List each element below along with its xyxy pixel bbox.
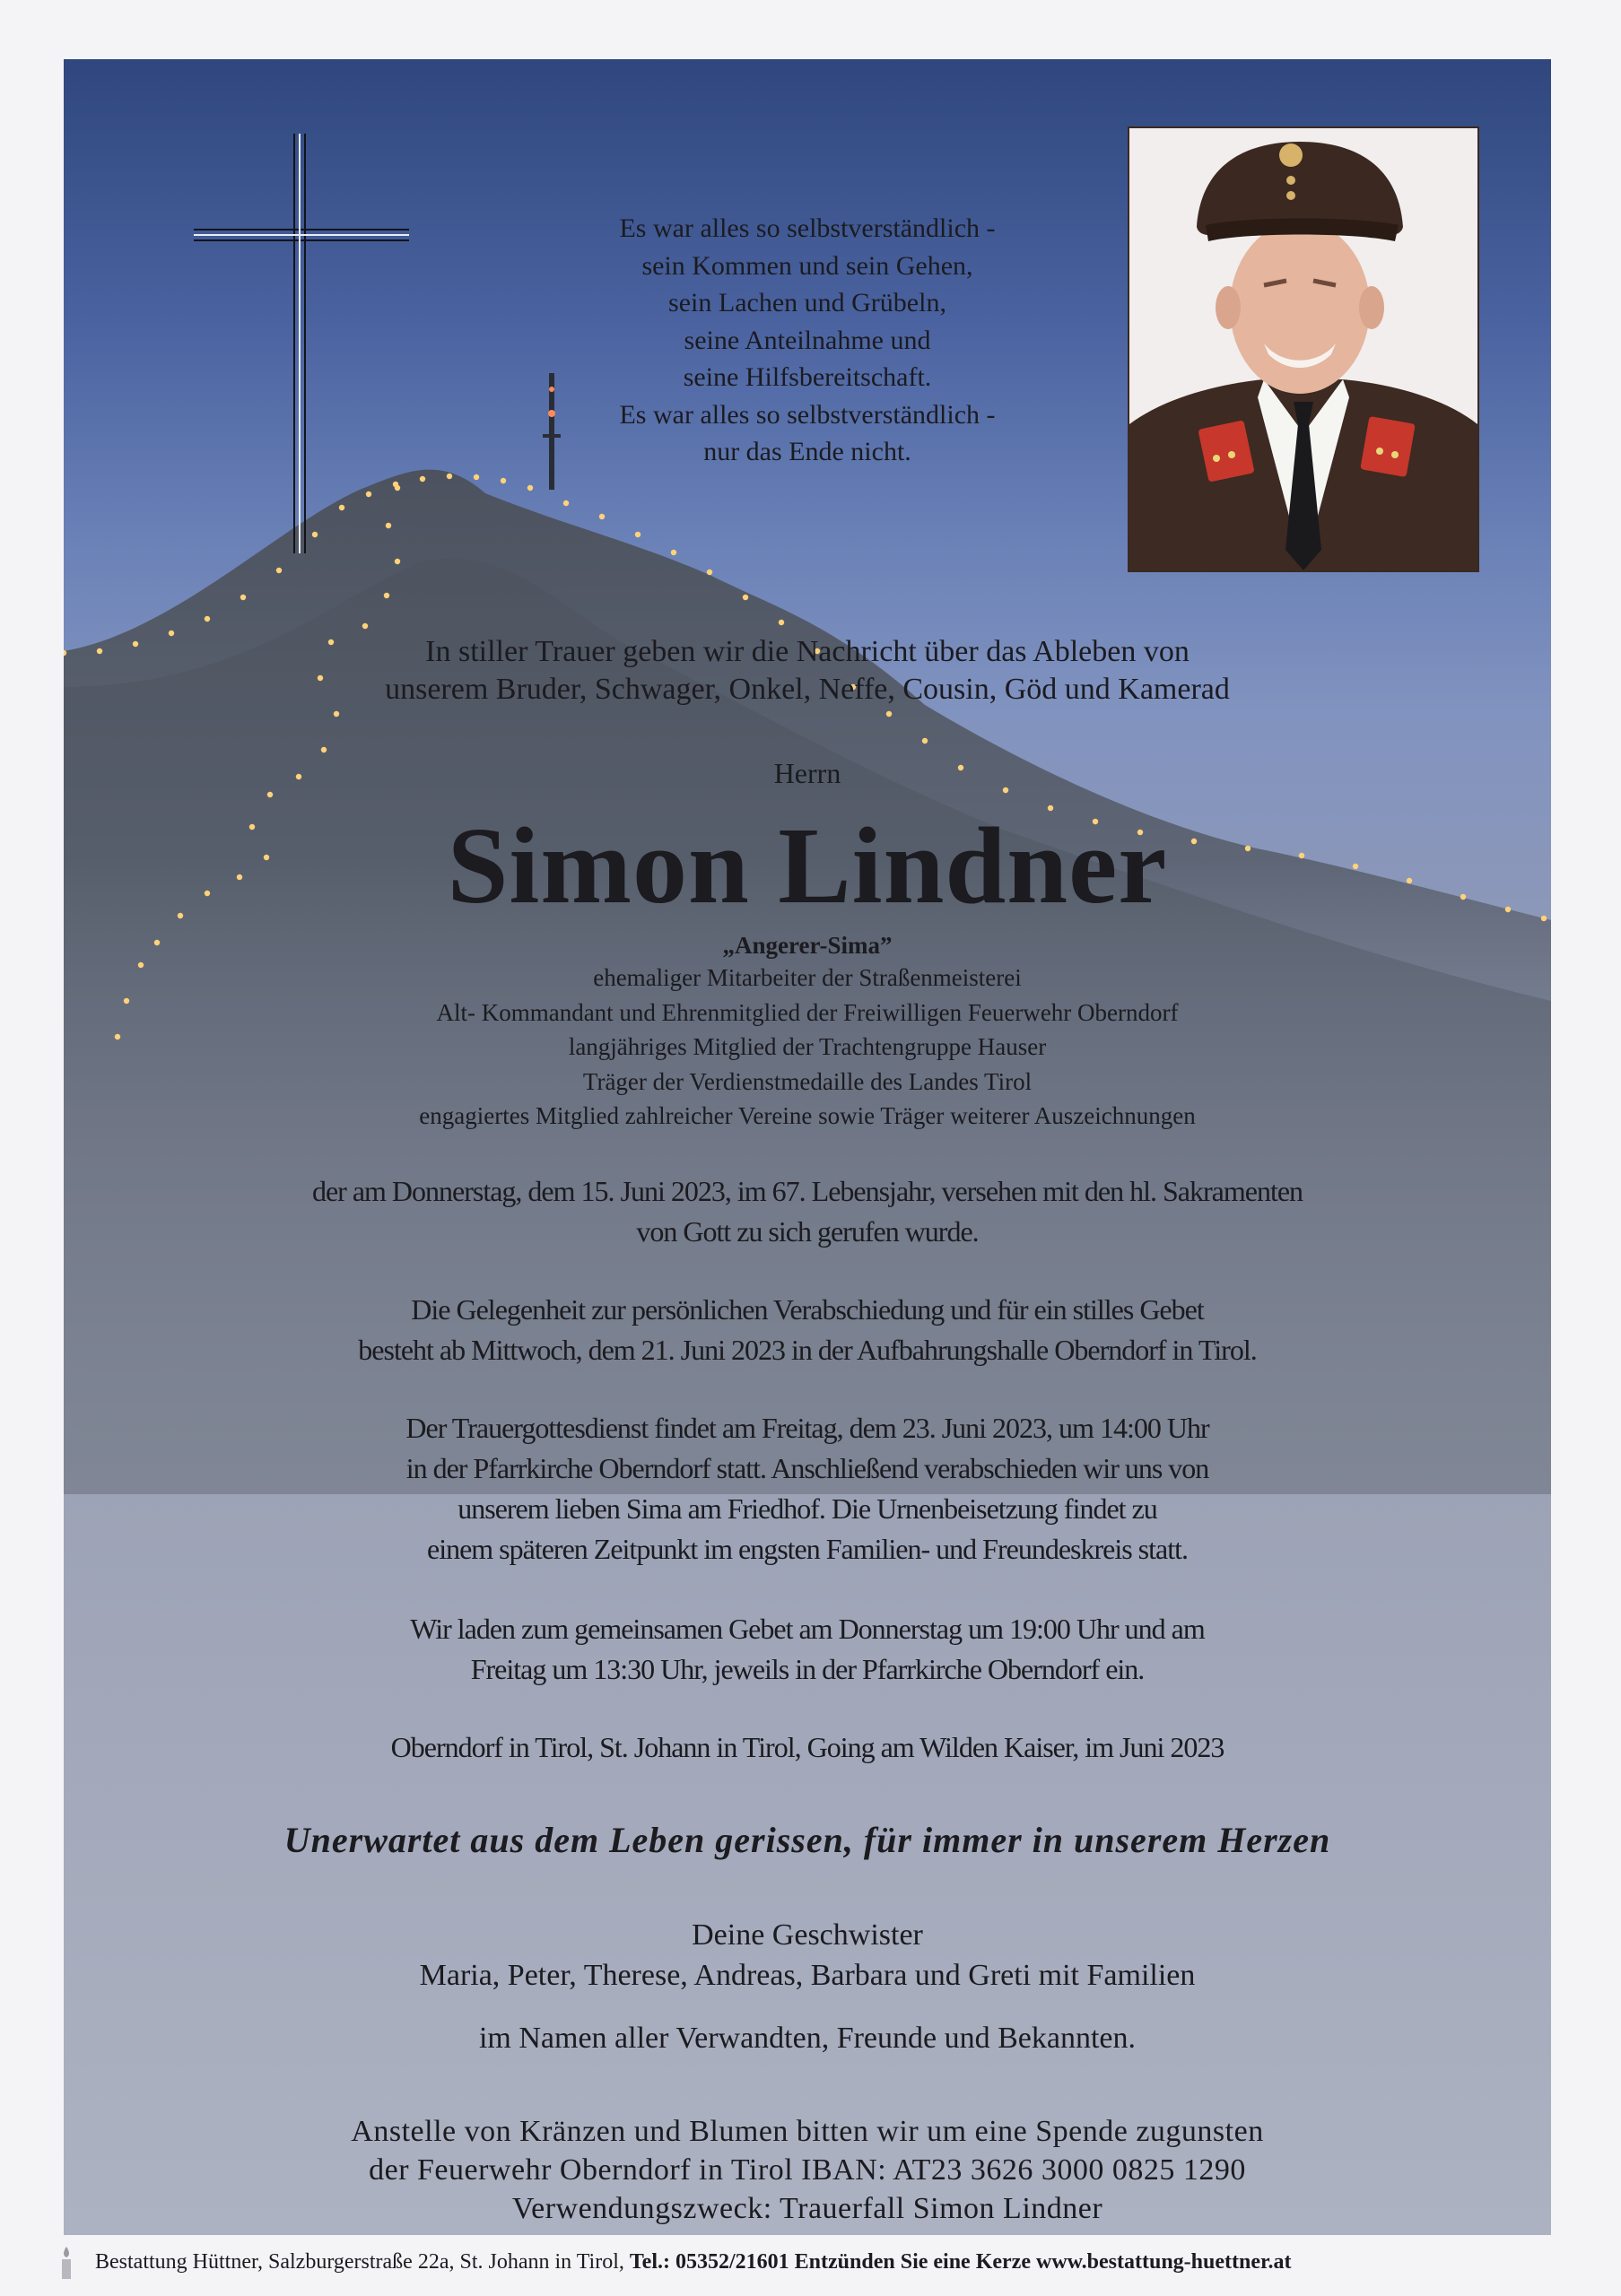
relatives-line: im Namen aller Verwandten, Freunde und Bekannten.	[478, 2022, 1137, 2055]
verse-line: Es war alles so selbstverständlich -	[619, 399, 996, 430]
torch-light	[321, 747, 327, 752]
siblings-block	[64, 1915, 1551, 1996]
footer-company: Bestattung Hüttner, Salzburgerstraße 22a, St. Johann in Tirol,	[95, 2250, 624, 2274]
torch-light	[922, 738, 928, 744]
footer-candle-link[interactable]: Entzünden Sie eine Kerze	[794, 2250, 1031, 2274]
torch-light	[886, 711, 892, 717]
candle-icon	[54, 2245, 79, 2281]
torch-light	[671, 550, 676, 555]
paragraph-line: einem späteren Zeitpunkt im engsten Familien- und Freundeskreis statt.	[426, 1533, 1188, 1565]
places-line	[64, 1727, 1551, 1768]
paragraph-line: Die Gelegenheit zur persönlichen Verabschiedung und für ein stilles Gebet	[411, 1293, 1204, 1326]
paragraph-line: Oberndorf in Tirol, St. Johann in Tirol, Going am Wilden Kaiser, im Juni 2023	[390, 1731, 1224, 1763]
death-paragraph	[64, 1171, 1551, 1252]
torch-light	[707, 570, 712, 575]
paragraph-line: Der Trauergottesdienst findet am Freitag, dem 23. Juni 2023, um 14:00 Uhr	[405, 1412, 1209, 1444]
footer-phone[interactable]: Tel.: 05352/21601	[629, 2250, 789, 2274]
roles-list	[64, 961, 1551, 1134]
verse-line: sein Kommen und sein Gehen,	[641, 250, 973, 281]
torch-light	[635, 532, 641, 537]
donation-iban: der Feuerwehr Oberndorf in Tirol IBAN: AT23 3626 3000 0825 1290	[369, 2153, 1246, 2187]
paragraph-line: in der Pfarrkirche Oberndorf statt. Anschließend verabschieden wir uns von	[405, 1452, 1209, 1484]
verse-line: seine Anteilnahme und	[684, 325, 931, 355]
torch-light	[205, 616, 210, 622]
verse-line: sein Lachen und Grübeln,	[668, 288, 946, 317]
torch-light	[267, 792, 273, 797]
donation-line: Anstelle von Kränzen und Blumen bitten wir um eine Spende zugunsten	[351, 2115, 1264, 2148]
announcement-line: In stiller Trauer geben wir die Nachricht über das Ableben von	[425, 635, 1190, 668]
torch-light	[447, 474, 452, 479]
announcement-line: unserem Bruder, Schwager, Onkel, Neffe, Cousin, Göd und Kamerad	[385, 673, 1230, 706]
service-paragraph	[64, 1408, 1551, 1570]
salutation: Herrn	[773, 757, 841, 789]
role-item: Alt- Kommandant und Ehrenmitglied der Freiwilligen Feuerwehr Oberndorf	[436, 998, 1179, 1026]
torch-light	[276, 568, 282, 573]
role-item: engagiertes Mitglied zahlreicher Vereine sowie Träger weiterer Auszeichnungen	[419, 1102, 1196, 1129]
verse-line: seine Hilfsbereitschaft.	[683, 362, 932, 392]
torch-light	[501, 478, 506, 483]
torch-light	[395, 559, 400, 564]
memorial-verse	[64, 210, 1551, 471]
donation-reference: Verwendungszweck: Trauerfall Simon Lindner	[511, 2192, 1103, 2225]
donation-request	[64, 2112, 1551, 2228]
footer-website-link[interactable]: www.bestattung-huettner.at	[1035, 2250, 1292, 2274]
paragraph-line: von Gott zu sich gerufen wurde.	[636, 1215, 979, 1248]
funeral-home-footer	[54, 2235, 1579, 2289]
role-item: langjähriges Mitglied der Trachtengruppe Hauser	[568, 1033, 1047, 1060]
verse-line: Es war alles so selbstverständlich -	[619, 213, 996, 243]
torch-light	[779, 620, 784, 625]
verse-line: nur das Ende nicht.	[703, 437, 911, 466]
torch-light	[474, 474, 479, 480]
motto: Unerwartet aus dem Leben gerissen, für immer in unserem Herzen	[283, 1820, 1331, 1860]
role-item: ehemaliger Mitarbeiter der Straßenmeisterei	[593, 964, 1022, 991]
role-item: Träger der Verdienstmedaille des Landes Tirol	[582, 1067, 1033, 1095]
torch-light	[420, 476, 425, 482]
torch-light	[384, 593, 389, 598]
torch-light	[743, 595, 748, 600]
siblings-heading: Deine Geschwister	[692, 1918, 923, 1952]
paragraph-line: Freitag um 13:30 Uhr, jeweils in der Pfarrkirche Oberndorf ein.	[470, 1653, 1145, 1685]
torch-light	[599, 514, 605, 519]
torch-light	[362, 623, 368, 629]
paragraph-line: Wir laden zum gemeinsamen Gebet am Donnerstag um 19:00 Uhr und am	[410, 1613, 1205, 1645]
deceased-nickname: „Angerer-Sima”	[722, 932, 893, 959]
paragraph-line: unserem lieben Sima am Friedhof. Die Urnenbeisetzung findet zu	[458, 1492, 1157, 1525]
deceased-name: Simon Lindner	[447, 805, 1168, 926]
obituary-card	[64, 59, 1551, 2235]
paragraph-line: besteht ab Mittwoch, dem 21. Juni 2023 in der Aufbahrungshalle Oberndorf in Tirol.	[358, 1334, 1257, 1366]
siblings-names: Maria, Peter, Therese, Andreas, Barbara und Greti mit Familien	[419, 1959, 1196, 1992]
torch-light	[527, 485, 533, 491]
torch-light	[563, 500, 569, 506]
torch-light	[334, 711, 339, 717]
prayer-paragraph	[64, 1609, 1551, 1690]
mourning-announcement	[64, 633, 1551, 709]
farewell-paragraph	[64, 1290, 1551, 1370]
torch-light	[240, 595, 246, 600]
paragraph-line: der am Donnerstag, dem 15. Juni 2023, im 67. Lebensjahr, versehen mit den hl. Sakramenten	[311, 1175, 1303, 1207]
